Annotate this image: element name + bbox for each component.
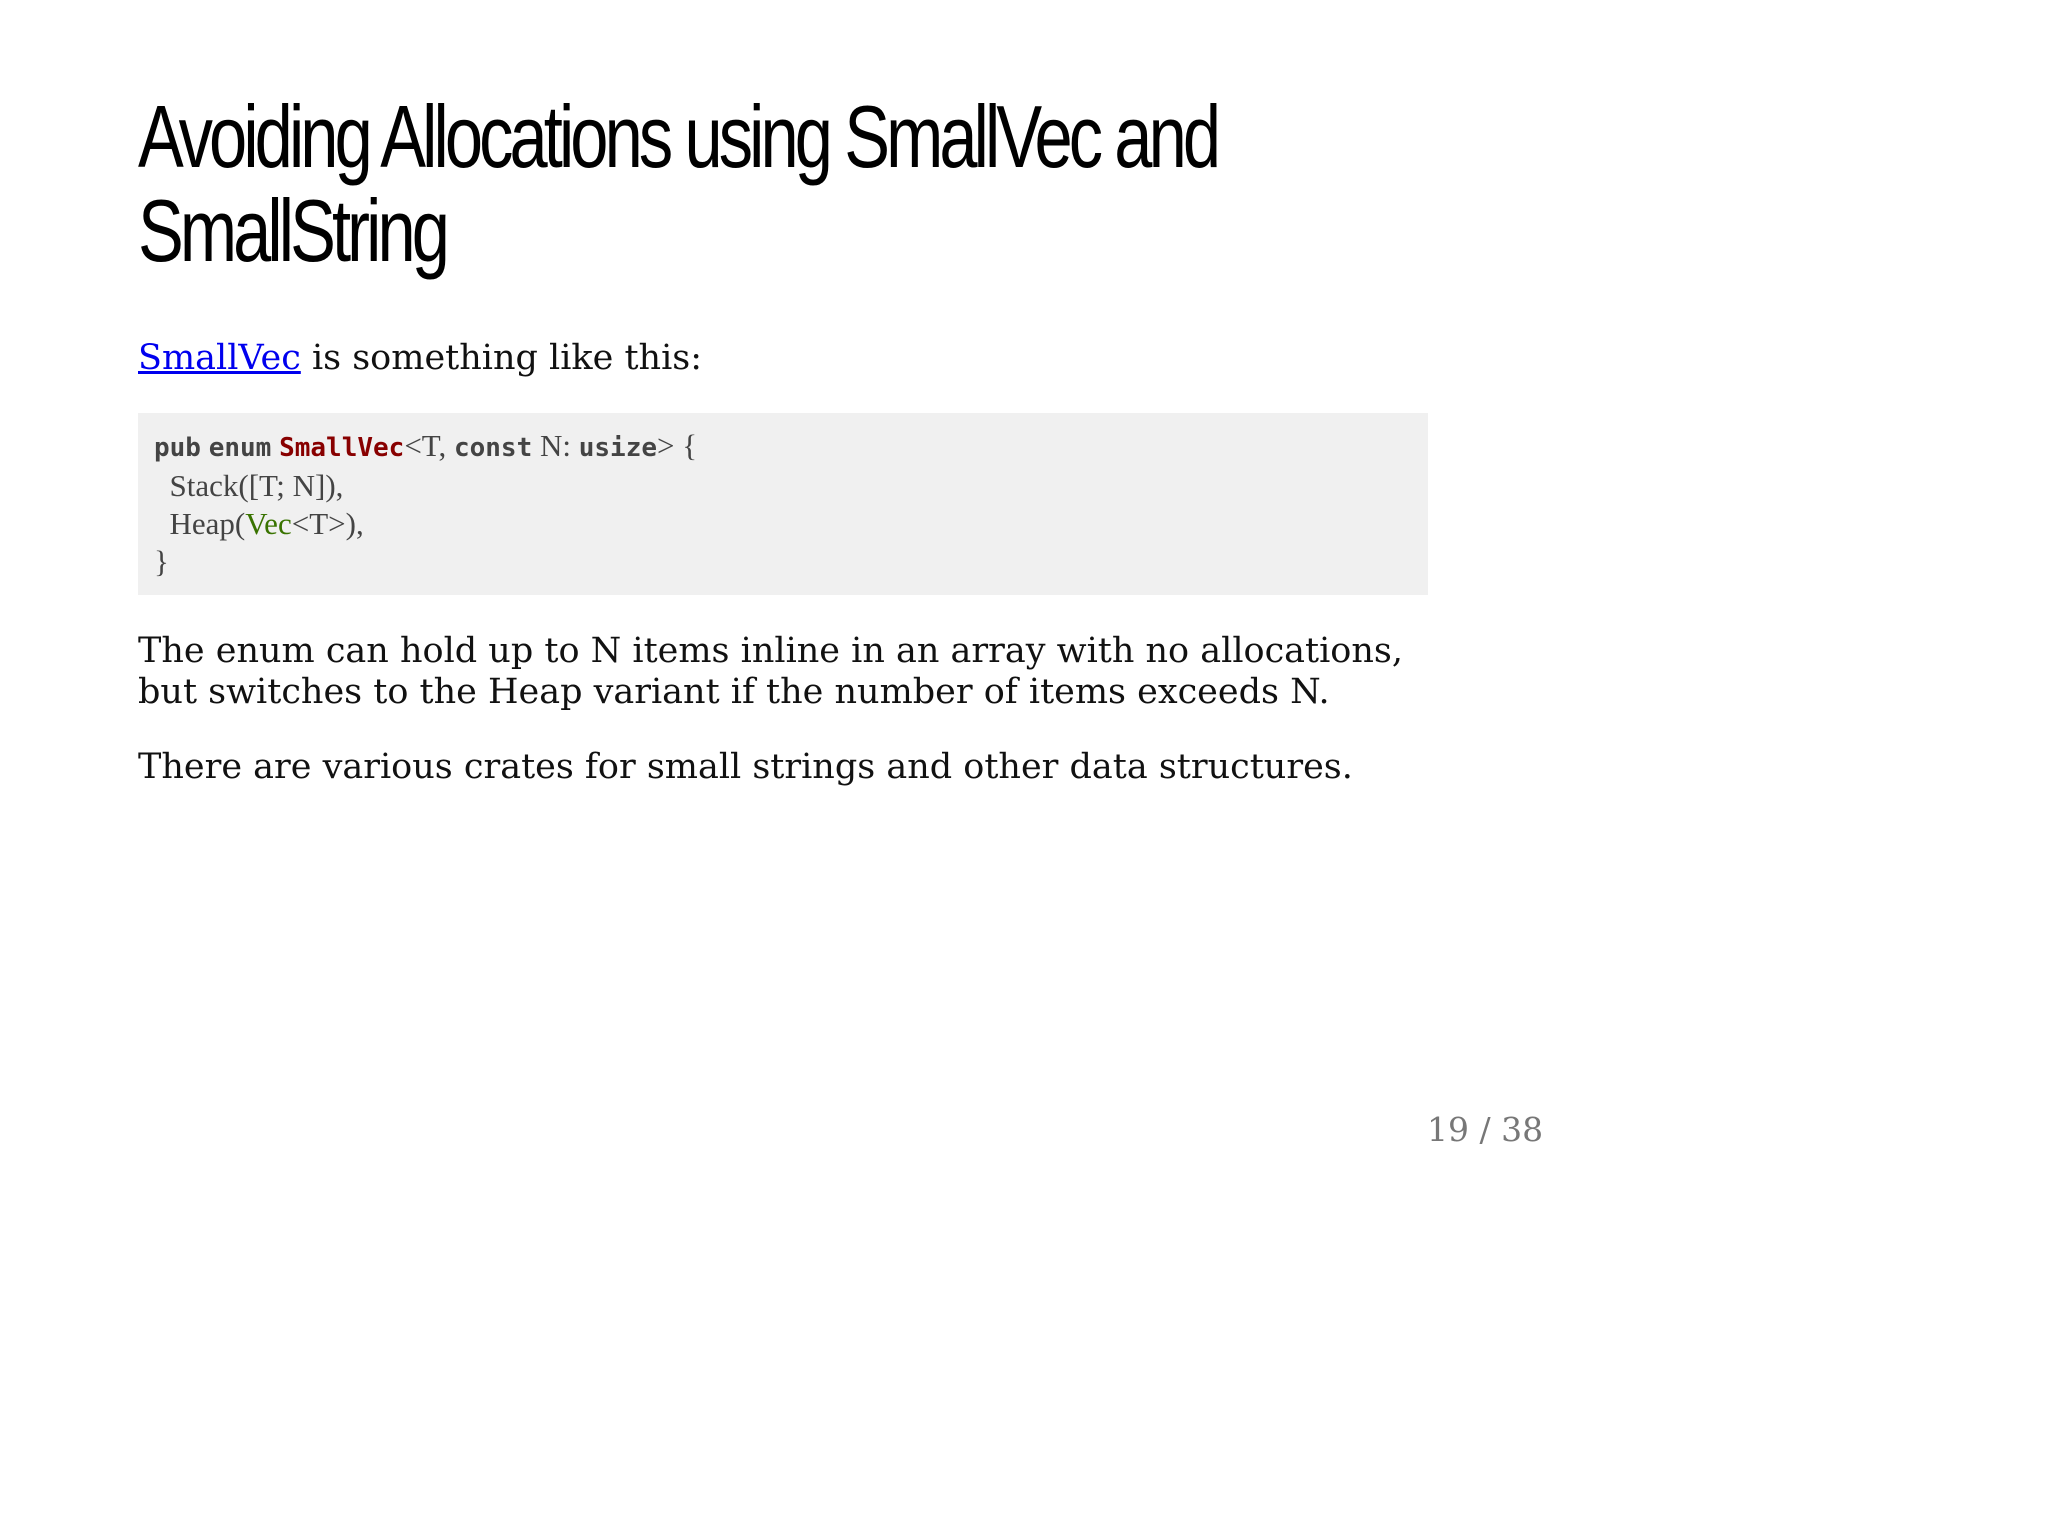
description-paragraph: The enum can hold up to N items inline in an array with no allocations, but switches to the Heap variant if the number of items exceeds N. xyxy=(138,631,1404,712)
code-block xyxy=(138,413,1428,595)
intro-text: is something like this: xyxy=(300,338,703,378)
code-line-3-start: Heap( xyxy=(154,506,246,541)
code-line-3 xyxy=(154,505,1412,543)
keyword-enum: enum xyxy=(208,433,272,463)
type-name: SmallVec xyxy=(279,433,405,463)
slide-content xyxy=(138,87,1428,788)
generics-close: > { xyxy=(657,428,698,463)
keyword-const: const xyxy=(453,433,533,463)
code-line-1 xyxy=(154,427,1412,467)
intro-paragraph xyxy=(138,338,1428,379)
builtin-vec: Vec xyxy=(245,506,292,541)
generics-open: <T, xyxy=(404,428,454,463)
code-line-2: Stack([T; N]), xyxy=(154,468,344,503)
slide-title: Avoiding Allocations using SmallVec and SmallString xyxy=(138,87,1218,280)
note-paragraph: There are various crates for small strings and other data structures. xyxy=(138,747,1353,787)
page-number: 19 / 38 xyxy=(1427,1110,1544,1149)
keyword-usize: usize xyxy=(578,433,658,463)
code-line-3-end: <T>), xyxy=(291,506,364,541)
param-n: N: xyxy=(532,428,579,463)
smallvec-link[interactable]: SmallVec xyxy=(138,338,301,378)
keyword-pub: pub xyxy=(154,433,201,463)
code-line-4: } xyxy=(154,544,169,579)
